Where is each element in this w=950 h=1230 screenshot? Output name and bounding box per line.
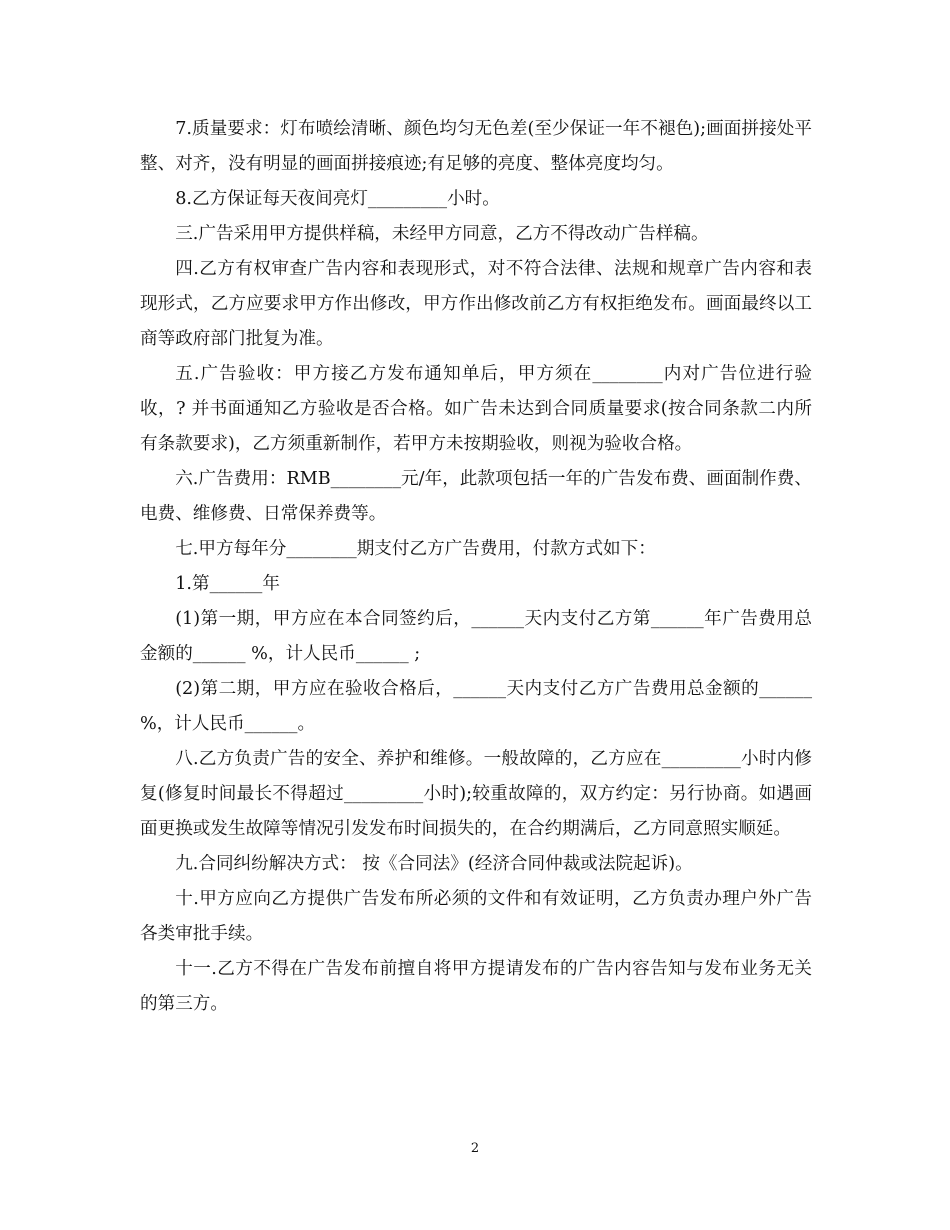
clause-3-ad-drafts: 三.广告采用甲方提供样稿，未经甲方同意，乙方不得改动广告样稿。 [175,224,709,244]
document-body [140,112,812,1022]
clause-9-disputes: 九.合同纠纷解决方式： 按《合同法》(经济合同仲裁或法院起诉)。 [175,854,693,874]
clause-5-acceptance: 五.广告验收：甲方接乙方发布通知单后，甲方须在________内对广告位进行验收，? 并书面通知乙方验收是否合格。如广告未达到合同质量要求(按合同条款二内所有条款要求)，乙方须重新制作，若甲方未按期验收，则视为验收合格。 [140,364,812,454]
clause-11-confidentiality: 十一.乙方不得在广告发布前擅自将甲方提请发布的广告内容告知与发布业务无关的第三方。 [140,959,812,1014]
payment-phase-2: (2)第二期，甲方应在验收合格后，______天内支付乙方广告费用总金额的______ %，计人民币______。 [140,679,812,734]
clause-8-lighting-hours: 8.乙方保证每天夜间亮灯_________小时。 [175,189,500,209]
clause-10-documents: 十.甲方应向乙方提供广告发布所必须的文件和有效证明，乙方负责办理户外广告各类审批手续。 [140,889,812,944]
clause-7-quality: 7.质量要求：灯布喷绘清晰、颜色均匀无色差(至少保证一年不褪色);画面拼接处平整、对齐，没有明显的画面拼接痕迹;有足够的亮度、整体亮度均匀。 [140,119,812,174]
clause-8-maintenance: 八.乙方负责广告的安全、养护和维修。一般故障的，乙方应在_________小时内修复(修复时间最长不得超过_________小时);较重故障的，双方约定：另行协商。如遇画面更换或发生故障等情况引发发布时间损失的，在合约期满后，乙方同意照实顺延。 [140,749,812,839]
page-number: 2 [470,1141,480,1156]
payment-year: 1.第______年 [175,574,280,594]
payment-phase-1: (1)第一期，甲方应在本合同签约后，______天内支付乙方第______年广告费用总金额的______ %，计人民币______ ; [140,609,812,664]
clause-6-fees: 六.广告费用：RMB________元/年，此款项包括一年的广告发布费、画面制作费、电费、维修费、日常保养费等。 [140,469,812,524]
clause-4-content-review: 四.乙方有权审查广告内容和表现形式，对不符合法律、法规和规章广告内容和表现形式，乙方应要求甲方作出修改，甲方作出修改前乙方有权拒绝发布。画面最终以工商等政府部门批复为准。 [140,259,812,349]
clause-7-payment: 七.甲方每年分________期支付乙方广告费用，付款方式如下： [175,539,656,559]
